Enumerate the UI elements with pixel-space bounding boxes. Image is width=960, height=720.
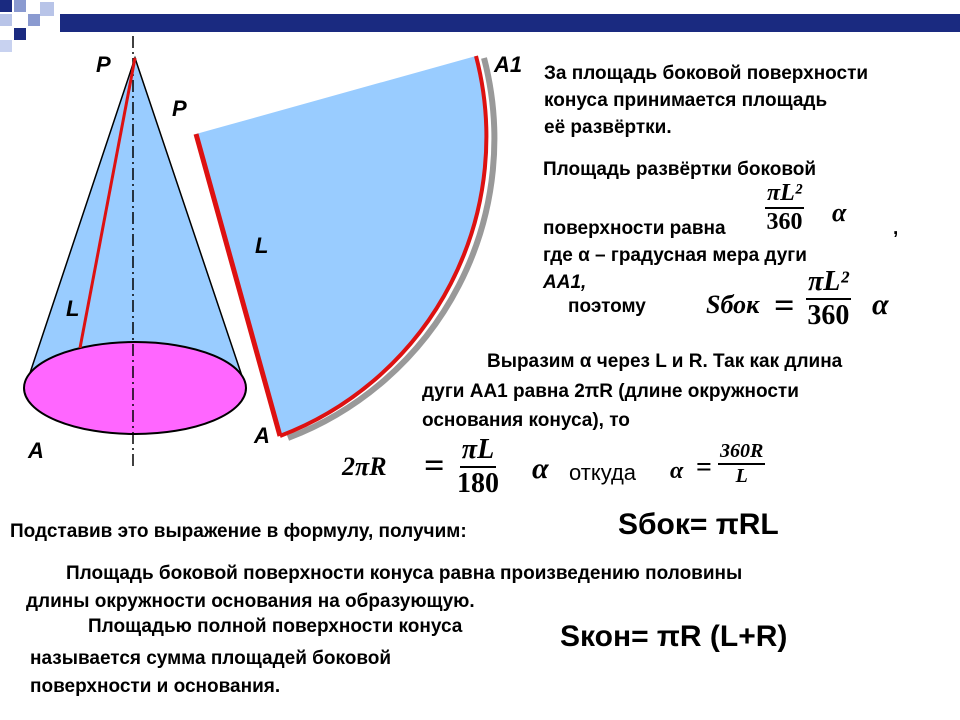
arc-lhs: 2πR [342,452,387,481]
sector-area-numerator: πL² [765,180,804,209]
sector-area-alpha: α [832,198,847,227]
lateral-rule-line-1: Площадь боковой поверхности конуса равна произведению половины [66,563,743,584]
s-full-result: Sкон= πR (L+R) [560,620,788,653]
label-cone-apex: P [96,52,111,77]
arc-equals: = [424,445,445,485]
area-line-2: поверхности равна [543,218,726,239]
alpha-lhs: α [670,458,684,484]
s-lateral-result: Sбок= πRL [618,508,779,541]
intro-line-1: За площадь боковой поверхности [544,63,869,84]
express-line-2: дуги АА1 равна 2πR (длине окружности [422,381,799,402]
express-line-1: Выразим α через L и R. Так как длина [487,351,843,372]
sector-area-denominator: 360 [766,209,803,235]
full-line-2: называется сумма площадей боковой [30,648,392,669]
whence-text: откуда [569,460,637,485]
lateral-rule-line-2: длины окружности основания на образующую. [26,591,475,612]
s-lateral-symbol: Sбок [706,290,760,319]
label-sector-point-a: A [254,423,270,448]
full-line-3: поверхности и основания. [30,676,281,697]
therefore-text: поэтому [568,296,646,317]
alpha-fraction [718,440,765,488]
full-line-1: Площадью полной поверхности конуса [88,616,463,637]
area-line-3: где α – градусная мера дуги [543,245,807,266]
alpha-numerator: 360R [718,440,765,465]
arc-alpha: α [532,452,549,485]
area-comma: , [893,218,899,239]
arc-fraction [457,434,499,500]
alpha-denominator: L [735,465,748,487]
arc-numerator: πL [460,434,496,468]
label-sector-radius: L [255,233,269,258]
area-line-1: Площадь развёртки боковой [543,159,817,180]
sector-area-fraction [765,180,804,236]
substitute-text: Подставив это выражение в формулу, получим: [10,521,467,542]
s-lateral-fraction [806,266,851,332]
s-lateral-alpha: α [872,288,889,321]
express-line-3: основания конуса), то [422,410,630,431]
area-line-4: АА1, [543,272,587,293]
intro-line-2: конуса принимается площадь [544,90,828,111]
s-lateral-numerator: πL² [806,266,851,300]
label-cone-base-point: A [28,438,44,463]
alpha-equals: = [696,452,712,483]
s-lateral-denominator: 360 [807,300,850,331]
s-lateral-equals: = [774,285,795,325]
label-sector-apex: P [172,96,187,121]
intro-line-3: её развёртки. [544,117,672,138]
label-sector-point-a1: A1 [494,52,523,77]
arc-denominator: 180 [457,468,499,499]
label-cone-generatrix: L [66,296,80,321]
